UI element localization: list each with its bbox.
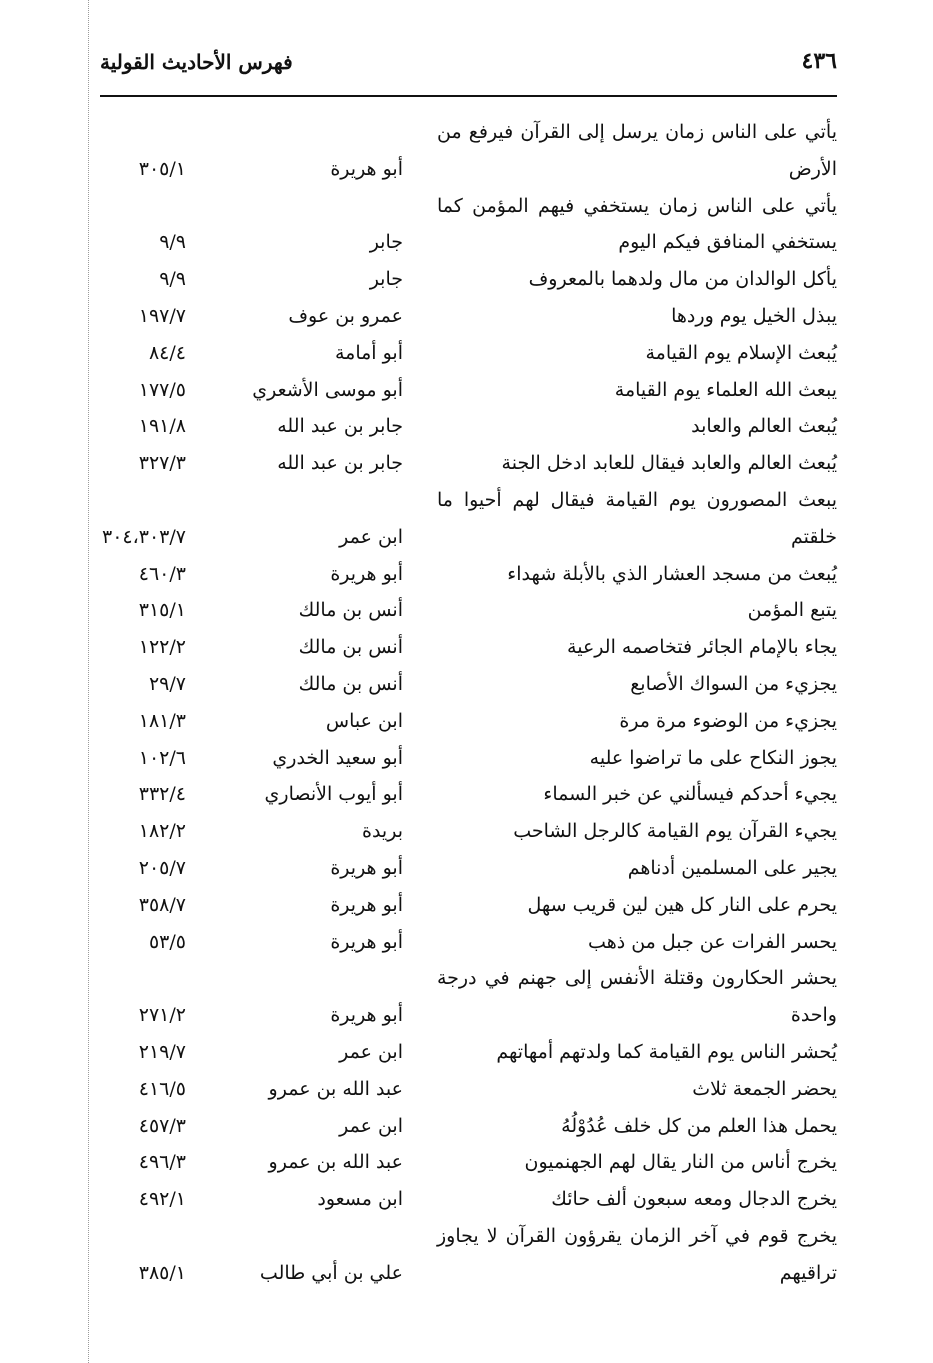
hadith-text: يجزيء من السواك الأصابع — [630, 672, 837, 695]
list-item — [100, 813, 837, 850]
volume-page-reference: ٤٦٠/٣ — [138, 562, 186, 585]
volume-page-reference: ٣٠٤،٣٠٣/٧ — [102, 525, 186, 548]
list-item — [100, 703, 837, 740]
narrator: ابن عباس — [325, 709, 403, 732]
list-item — [100, 1034, 837, 1071]
narrator: أبو هريرة — [330, 1004, 403, 1027]
narrator: أنس بن مالك — [298, 672, 403, 695]
list-item — [100, 960, 837, 997]
list-item — [100, 592, 837, 629]
narrator: علي بن أبي طالب — [259, 1261, 403, 1284]
hadith-text: يبعث المصورون يوم القيامة فيقال لهم أحيوا ما — [437, 488, 837, 511]
hadith-text: واحدة — [790, 1004, 837, 1027]
narrator: جابر — [369, 268, 403, 291]
list-item — [100, 298, 837, 335]
list-item — [100, 997, 837, 1034]
list-item — [100, 114, 837, 151]
hadith-text: يجوز النكاح على ما تراضوا عليه — [589, 746, 837, 769]
hadith-index-list — [100, 114, 837, 1292]
hadith-text: يخرج الدجال ومعه سبعون ألف حائك — [551, 1188, 837, 1211]
narrator: جابر بن عبد الله — [277, 452, 403, 475]
running-title: فهرس الأحاديث القولية — [100, 50, 293, 74]
narrator: أبو هريرة — [330, 562, 403, 585]
volume-page-reference: ٣٢٧/٣ — [138, 452, 186, 475]
hadith-text: يتبع المؤمن — [747, 599, 837, 622]
list-item — [100, 1255, 837, 1292]
list-item — [100, 1071, 837, 1108]
list-item — [100, 666, 837, 703]
narrator: ابن مسعود — [317, 1188, 403, 1211]
list-item — [100, 151, 837, 188]
header-rule — [100, 95, 837, 97]
narrator: أنس بن مالك — [298, 636, 403, 659]
binding-edge — [88, 0, 89, 1363]
narrator: عمرو بن عوف — [288, 304, 403, 327]
volume-page-reference: ٤١٦/٥ — [138, 1077, 186, 1100]
list-item — [100, 1218, 837, 1255]
volume-page-reference: ١٢٢/٢ — [138, 636, 186, 659]
hadith-text: يجاء بالإمام الجائر فتخاصمه الرعية — [567, 636, 837, 659]
volume-page-reference: ٩/٩ — [159, 231, 186, 254]
hadith-text: يبعث الله العلماء يوم القيامة — [614, 378, 837, 401]
list-item — [100, 372, 837, 409]
volume-page-reference: ٣٥٨/٧ — [138, 893, 186, 916]
page-number: ٤٣٦ — [801, 48, 837, 74]
volume-page-reference: ٤٥٧/٣ — [138, 1114, 186, 1137]
list-item — [100, 408, 837, 445]
hadith-text: يحضر الجمعة ثلاث — [692, 1077, 837, 1100]
list-item — [100, 261, 837, 298]
volume-page-reference: ٤٩٢/١ — [138, 1188, 186, 1211]
list-item — [100, 519, 837, 556]
hadith-text: يأكل الوالدان من مال ولدهما بالمعروف — [528, 268, 837, 291]
volume-page-reference: ٩/٩ — [159, 268, 186, 291]
list-item — [100, 629, 837, 666]
list-item — [100, 1181, 837, 1218]
narrator: ابن عمر — [339, 525, 403, 548]
hadith-text: يحرم على النار كل هين لين قريب سهل — [527, 893, 837, 916]
narrator: أبو هريرة — [330, 930, 403, 953]
narrator: أنس بن مالك — [298, 599, 403, 622]
narrator: أبو موسى الأشعري — [252, 378, 403, 401]
hadith-text: يجير على المسلمين أدناهم — [627, 856, 837, 879]
hadith-text: يخرج أناس من النار يقال لهم الجهنميون — [524, 1151, 837, 1174]
volume-page-reference: ١٩٧/٧ — [138, 304, 186, 327]
narrator: أبو هريرة — [330, 157, 403, 180]
page-header — [100, 48, 837, 84]
narrator: عبد الله بن عمرو — [268, 1077, 403, 1100]
narrator: أبو هريرة — [330, 893, 403, 916]
list-item — [100, 224, 837, 261]
list-item — [100, 1144, 837, 1181]
hadith-text: يأتي على الناس زمان يستخفي فيهم المؤمن كما — [437, 194, 837, 217]
hadith-text: يُبعث الإسلام يوم القيامة — [645, 341, 837, 364]
volume-page-reference: ٢٧١/٢ — [138, 1004, 186, 1027]
list-item — [100, 1108, 837, 1145]
hadith-text: يُبعث العالم والعابد — [691, 415, 837, 438]
volume-page-reference: ١٧٧/٥ — [138, 378, 186, 401]
volume-page-reference: ٣٨٥/١ — [138, 1261, 186, 1284]
list-item — [100, 188, 837, 225]
hadith-text: يحشر الحكارون وقتلة الأنفس إلى جهنم في درجة — [437, 967, 837, 990]
list-item — [100, 776, 837, 813]
narrator: بريدة — [362, 820, 403, 843]
narrator: أبو سعيد الخدري — [272, 746, 403, 769]
hadith-text: يحمل هذا العلم من كل خلف عُدُوْلُهُ — [561, 1114, 837, 1137]
hadith-text: يخرج قوم في آخر الزمان يقرؤون القرآن لا يجاوز — [437, 1224, 837, 1247]
narrator: جابر — [369, 231, 403, 254]
narrator: ابن عمر — [339, 1040, 403, 1063]
hadith-text: يأتي على الناس زمان يرسل إلى القرآن فيرفع من — [437, 121, 837, 143]
hadith-text: يجيء أحدكم فيسألني عن خبر السماء — [543, 783, 837, 806]
narrator: عبد الله بن عمرو — [268, 1151, 403, 1174]
volume-page-reference: ١٨٢/٢ — [138, 820, 186, 843]
narrator: أبو أيوب الأنصاري — [264, 783, 403, 806]
hadith-text: يُبعث من مسجد العشار الذي بالأبلة شهداء — [507, 562, 837, 585]
volume-page-reference: ٢٩/٧ — [148, 672, 186, 695]
volume-page-reference: ٤٩٦/٣ — [138, 1151, 186, 1174]
volume-page-reference: ٢١٩/٧ — [138, 1040, 186, 1063]
volume-page-reference: ١٨١/٣ — [138, 709, 186, 732]
volume-page-reference: ٣١٥/١ — [138, 599, 186, 622]
narrator: ابن عمر — [339, 1114, 403, 1137]
hadith-text: الأرض — [788, 157, 837, 180]
volume-page-reference: ٢٠٥/٧ — [138, 856, 186, 879]
hadith-text: يُبعث العالم والعابد فيقال للعابد ادخل الجنة — [501, 452, 837, 475]
narrator: أبو أمامة — [334, 341, 403, 364]
hadith-text: يجيء القرآن يوم القيامة كالرجل الشاحب — [513, 820, 837, 843]
list-item — [100, 850, 837, 887]
volume-page-reference: ٣٠٥/١ — [138, 157, 186, 180]
volume-page-reference: ١٠٢/٦ — [138, 746, 186, 769]
volume-page-reference: ٨٤/٤ — [148, 341, 186, 364]
hadith-text: يحسر الفرات عن جبل من ذهب — [588, 930, 837, 953]
hadith-text: يجزيء من الوضوء مرة مرة — [619, 709, 837, 732]
volume-page-reference: ٣٣٢/٤ — [138, 783, 186, 806]
list-item — [100, 445, 837, 482]
volume-page-reference: ٥٣/٥ — [148, 930, 186, 953]
list-item — [100, 740, 837, 777]
list-item — [100, 482, 837, 519]
list-item — [100, 924, 837, 961]
hadith-text: يبذل الخيل يوم وردها — [671, 304, 837, 327]
narrator: جابر بن عبد الله — [277, 415, 403, 438]
hadith-text: تراقيهم — [779, 1261, 837, 1284]
volume-page-reference: ١٩١/٨ — [138, 415, 186, 438]
list-item — [100, 335, 837, 372]
hadith-text: يستخفي المنافق فيكم اليوم — [618, 231, 837, 254]
narrator: أبو هريرة — [330, 856, 403, 879]
list-item — [100, 887, 837, 924]
hadith-text: خلقتم — [790, 525, 837, 548]
list-item — [100, 556, 837, 593]
hadith-text: يُحشر الناس يوم القيامة كما ولدتهم أمهاتهم — [496, 1040, 837, 1063]
